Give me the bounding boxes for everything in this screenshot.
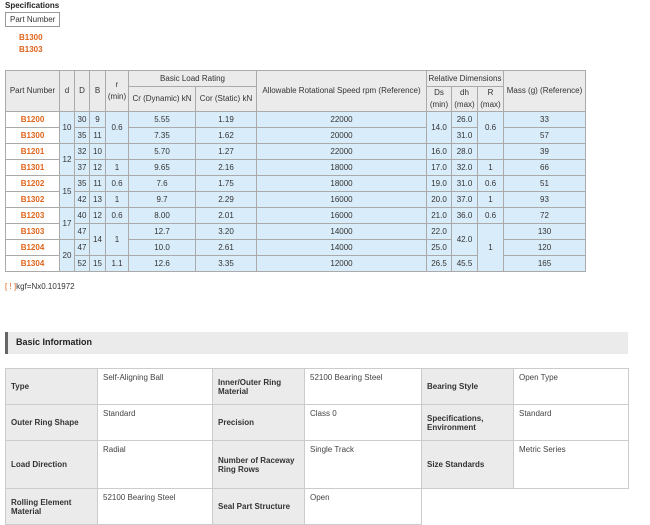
- cell-speed: 22000: [257, 144, 427, 160]
- cell-dh: 42.0: [452, 224, 478, 256]
- cell-dh: 36.0: [452, 208, 478, 224]
- cell-D: 47: [75, 240, 90, 256]
- cell-d: 17: [60, 208, 75, 240]
- note-icon: [ ! ]: [5, 282, 17, 291]
- part-number-link[interactable]: B1301: [6, 160, 60, 176]
- cell-ds: 16.0: [427, 144, 452, 160]
- table-row: [6, 112, 586, 128]
- info-row: [6, 489, 629, 525]
- cell-D: 35: [75, 176, 90, 192]
- cell-cor: 2.16: [196, 160, 257, 176]
- cell-ds: 26.5: [427, 256, 452, 272]
- part-number-link[interactable]: B1303: [19, 45, 43, 54]
- cell-cor: 3.35: [196, 256, 257, 272]
- cell-D: 32: [75, 144, 90, 160]
- cell-speed: 12000: [257, 256, 427, 272]
- cell-mass: 39: [504, 144, 586, 160]
- cell-D: 35: [75, 128, 90, 144]
- cell-dh: 45.5: [452, 256, 478, 272]
- info-value: 52100 Bearing Steel: [98, 489, 213, 525]
- cell-D: 40: [75, 208, 90, 224]
- cell-cr: 9.65: [129, 160, 196, 176]
- header-basic-load-rating: Basic Load Rating: [129, 71, 257, 87]
- cell-mass: 130: [504, 224, 586, 240]
- cell-D: 47: [75, 224, 90, 240]
- part-number-link[interactable]: B1300: [6, 128, 60, 144]
- header-speed: Allowable Rotational Speed rpm (Reference): [257, 71, 427, 112]
- cell-ds: 17.0: [427, 160, 452, 176]
- cell-cr: 8.00: [129, 208, 196, 224]
- cell-ds: 21.0: [427, 208, 452, 224]
- cell-R: [478, 144, 504, 160]
- cell-dh: 37.0: [452, 192, 478, 208]
- info-row: [6, 405, 629, 441]
- basic-information-table: [5, 368, 629, 525]
- cell-speed: 16000: [257, 192, 427, 208]
- cell-r: 1: [106, 160, 129, 176]
- cell-cor: 1.27: [196, 144, 257, 160]
- cell-cr: 9.7: [129, 192, 196, 208]
- header-D: D: [75, 71, 90, 112]
- cell-B: 9: [90, 112, 106, 128]
- cell-mass: 120: [504, 240, 586, 256]
- cell-cor: 3.20: [196, 224, 257, 240]
- cell-R: 0.6: [478, 208, 504, 224]
- specification-table: [5, 70, 586, 272]
- info-value: Open: [305, 489, 422, 525]
- cell-mass: 165: [504, 256, 586, 272]
- info-value: Standard: [514, 405, 629, 441]
- header-R: R (max): [478, 87, 504, 112]
- header-r: r (min): [106, 71, 129, 112]
- cell-r: 1: [106, 224, 129, 256]
- info-label: Inner/Outer Ring Material: [213, 369, 305, 405]
- cell-cr: 5.70: [129, 144, 196, 160]
- info-value: Radial: [98, 441, 213, 489]
- cell-speed: 20000: [257, 128, 427, 144]
- header-dh: dh (max): [452, 87, 478, 112]
- cell-r: 0.6: [106, 176, 129, 192]
- cell-cor: 2.29: [196, 192, 257, 208]
- cell-B: 12: [90, 160, 106, 176]
- info-label: Seal Part Structure: [213, 489, 305, 525]
- cell-D: 42: [75, 192, 90, 208]
- cell-R: 0.6: [478, 112, 504, 144]
- cell-speed: 14000: [257, 224, 427, 240]
- cell-cor: 1.75: [196, 176, 257, 192]
- cell-d: 10: [60, 112, 75, 144]
- cell-cr: 5.55: [129, 112, 196, 128]
- cell-ds: 20.0: [427, 192, 452, 208]
- cell-r: 0.6: [106, 112, 129, 144]
- cell-D: 52: [75, 256, 90, 272]
- cell-B: 11: [90, 176, 106, 192]
- cell-d: 15: [60, 176, 75, 208]
- part-number-link[interactable]: B1304: [6, 256, 60, 272]
- info-label: Bearing Style: [422, 369, 514, 405]
- table-row: [6, 160, 586, 176]
- cell-speed: 18000: [257, 176, 427, 192]
- header-cor: Cor (Static) kN: [196, 87, 257, 112]
- header-relative-dimensions: Relative Dimensions: [427, 71, 504, 87]
- section-title: Basic Information: [16, 337, 93, 347]
- info-label: Load Direction: [6, 441, 98, 489]
- empty-cell: [514, 489, 629, 525]
- cell-mass: 57: [504, 128, 586, 144]
- cell-R: 1: [478, 224, 504, 272]
- part-number-link[interactable]: B1202: [6, 176, 60, 192]
- cell-mass: 93: [504, 192, 586, 208]
- table-row: [6, 176, 586, 192]
- cell-cr: 12.7: [129, 224, 196, 240]
- cell-D: 30: [75, 112, 90, 128]
- cell-r: [106, 144, 129, 160]
- info-value: Self-Aligning Ball: [98, 369, 213, 405]
- cell-cr: 7.6: [129, 176, 196, 192]
- header-ds: Ds (min): [427, 87, 452, 112]
- cell-B: 11: [90, 128, 106, 144]
- info-label: Rolling Element Material: [6, 489, 98, 525]
- info-label: Type: [6, 369, 98, 405]
- cell-r: 1: [106, 192, 129, 208]
- cell-B: 14: [90, 224, 106, 256]
- header-cr: Cr (Dynamic) kN: [129, 87, 196, 112]
- part-number-link[interactable]: B1302: [6, 192, 60, 208]
- info-value: Metric Series: [514, 441, 629, 489]
- cell-d: 12: [60, 144, 75, 176]
- cell-cor: 1.62: [196, 128, 257, 144]
- cell-cor: 2.61: [196, 240, 257, 256]
- part-number-link[interactable]: B1201: [6, 144, 60, 160]
- table-row: [6, 208, 586, 224]
- cell-ds: 14.0: [427, 112, 452, 144]
- info-label: Precision: [213, 405, 305, 441]
- table-row: [6, 144, 586, 160]
- part-number-link[interactable]: B1200: [6, 112, 60, 128]
- info-value: Class 0: [305, 405, 422, 441]
- cell-D: 37: [75, 160, 90, 176]
- info-value: Standard: [98, 405, 213, 441]
- cell-dh: 26.0: [452, 112, 478, 128]
- cell-mass: 51: [504, 176, 586, 192]
- cell-speed: 22000: [257, 112, 427, 128]
- cell-speed: 16000: [257, 208, 427, 224]
- cell-mass: 72: [504, 208, 586, 224]
- cell-cr: 12.6: [129, 256, 196, 272]
- unit-conversion-note: [ ! ]kgf=Nx0.101972: [5, 282, 75, 291]
- cell-mass: 66: [504, 160, 586, 176]
- cell-R: 0.6: [478, 176, 504, 192]
- cell-r: 1.1: [106, 256, 129, 272]
- cell-B: 13: [90, 192, 106, 208]
- cell-B: 10: [90, 144, 106, 160]
- cell-dh: 31.0: [452, 128, 478, 144]
- cell-r: 0.6: [106, 208, 129, 224]
- cell-dh: 31.0: [452, 176, 478, 192]
- header-mass: Mass (g) (Reference): [504, 71, 586, 112]
- header-d: d: [60, 71, 75, 112]
- empty-cell: [422, 489, 514, 525]
- part-number-link[interactable]: B1204: [6, 240, 60, 256]
- info-value: 52100 Bearing Steel: [305, 369, 422, 405]
- info-label: Size Standards: [422, 441, 514, 489]
- part-number-link[interactable]: B1203: [6, 208, 60, 224]
- info-label: Specifications, Environment: [422, 405, 514, 441]
- info-label: Outer Ring Shape: [6, 405, 98, 441]
- cell-ds: 22.0: [427, 224, 452, 240]
- cell-speed: 14000: [257, 240, 427, 256]
- cell-ds: 25.0: [427, 240, 452, 256]
- header-B: B: [90, 71, 106, 112]
- cell-B: 15: [90, 256, 106, 272]
- cell-R: 1: [478, 160, 504, 176]
- info-value: Single Track: [305, 441, 422, 489]
- specifications-title: Specifications: [5, 1, 60, 10]
- cell-cr: 10.0: [129, 240, 196, 256]
- info-row: [6, 441, 629, 489]
- info-row: [6, 369, 629, 405]
- cell-dh: 28.0: [452, 144, 478, 160]
- part-number-link[interactable]: B1303: [6, 224, 60, 240]
- info-label: Number of Raceway Ring Rows: [213, 441, 305, 489]
- table-row: [6, 224, 586, 240]
- info-value: Open Type: [514, 369, 629, 405]
- header-part-number: Part Number: [6, 71, 60, 112]
- cell-B: 12: [90, 208, 106, 224]
- basic-information-header: [5, 332, 628, 354]
- cell-speed: 18000: [257, 160, 427, 176]
- cell-d: 20: [60, 240, 75, 272]
- table-row: [6, 192, 586, 208]
- cell-cor: 1.19: [196, 112, 257, 128]
- part-number-link[interactable]: B1300: [19, 33, 43, 42]
- cell-dh: 32.0: [452, 160, 478, 176]
- cell-ds: 19.0: [427, 176, 452, 192]
- part-number-filter-button[interactable]: Part Number: [5, 12, 60, 27]
- cell-cor: 2.01: [196, 208, 257, 224]
- cell-R: 1: [478, 192, 504, 208]
- cell-cr: 7.35: [129, 128, 196, 144]
- cell-mass: 33: [504, 112, 586, 128]
